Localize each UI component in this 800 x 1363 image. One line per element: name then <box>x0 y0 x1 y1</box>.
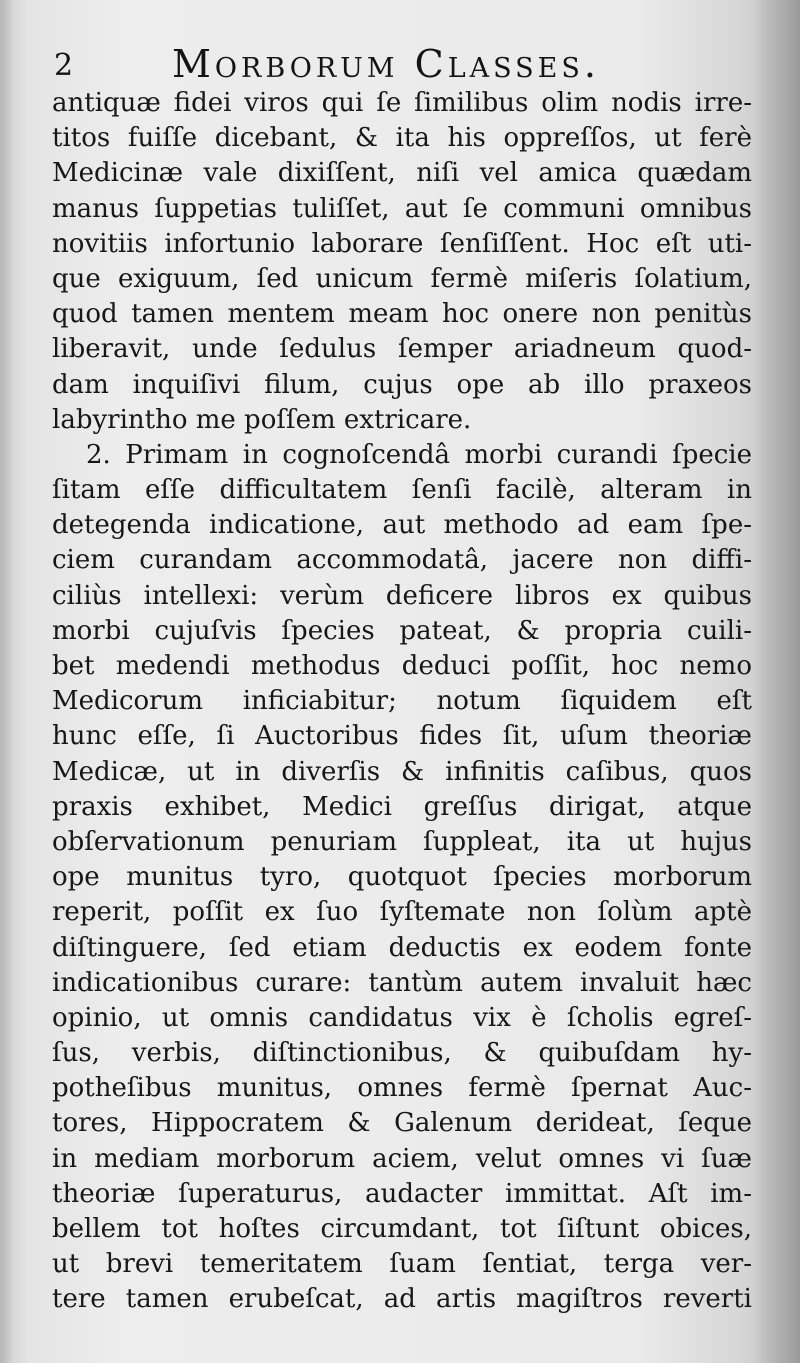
text-line: reperit, poſſit ex ſuo ſyſtemate non ſolùm aptè <box>52 897 752 928</box>
text-line: ciliùs intellexi: verùm deficere libros ex quibus <box>52 580 752 611</box>
text-line: opinio, ut omnis candidatus vix è ſcholis egreſ- <box>52 1002 752 1033</box>
page-header <box>48 40 748 90</box>
text-line: novitiis infortunio laborare ſenſiſſent. Hoc eſt uti- <box>52 228 752 259</box>
page-edge-shadow <box>754 0 800 1363</box>
text-line: potheſibus munitus, omnes fermè ſpernat Auc- <box>52 1073 752 1104</box>
text-line: ciem curandam accommodatâ, jacere non diffi- <box>52 545 752 576</box>
text-line: tores, Hippocratem & Galenum derideat, ſeque <box>52 1108 752 1139</box>
page-number: 2 <box>54 48 74 83</box>
text-line: ſitam eſſe difficultatem ſenſi facilè, alteram in <box>52 475 752 506</box>
text-line: detegenda indicatione, aut methodo ad eam ſpe- <box>52 510 752 541</box>
text-line: que exiguum, ſed unicum fermè miſeris ſolatium, <box>52 263 752 294</box>
text-line: antiquæ fidei viros qui ſe ſimilibus olim nodis irre- <box>52 88 752 118</box>
text-line: ope munitus tyro, quotquot ſpecies morborum <box>52 862 752 893</box>
body-text <box>52 86 752 1318</box>
running-title: Morborum Classes. <box>172 42 600 86</box>
text-line: theoriæ ſuperaturus, audacter immittat. Aſt im- <box>52 1178 752 1209</box>
paragraph-start-line: 2. Primam in cognoſcendâ morbi curandi ſpecie <box>86 439 752 470</box>
text-line: ſus, verbis, diſtinctionibus, & quibuſdam hy- <box>52 1038 752 1069</box>
text-line: Medicæ, ut in diverſis & infinitis caſibus, quos <box>52 756 752 787</box>
text-line: morbi cujuſvis ſpecies pateat, & propria cuili- <box>52 615 752 646</box>
text-line: obſervationum penuriam ſuppleat, ita ut hujus <box>52 826 752 857</box>
text-line: bellem tot hoſtes circumdant, tot ſiſtunt obices, <box>52 1214 752 1244</box>
page-gutter-shadow <box>0 0 14 1363</box>
text-line: tere tamen erubeſcat, ad artis magiſtros reverti <box>52 1284 752 1315</box>
text-line: Medicinæ vale dixiſſent, niſi vel amica quædam <box>52 158 752 189</box>
text-line: manus ſuppetias tuliſſet, aut ſe communi omnibus <box>52 193 752 224</box>
text-line: in mediam morborum aciem, velut omnes vi ſuæ <box>52 1143 752 1174</box>
text-line: indicationibus curare: tantùm autem invaluit hæc <box>52 967 752 998</box>
text-line: ut brevi temeritatem ſuam ſentiat, terga ver- <box>52 1249 752 1280</box>
paragraph-end-line: labyrintho me poſſem extricare. <box>52 404 472 435</box>
text-line: diſtinguere, ſed etiam deductis ex eodem fonte <box>52 932 752 963</box>
text-line: titos fuiſſe dicebant, & ita his oppreſſos, ut ferè <box>52 123 752 154</box>
text-line: dam inquiſivi filum, cujus ope ab illo praxeos <box>52 369 752 400</box>
text-line: hunc eſſe, ſi Auctoribus fides ſit, uſum theoriæ <box>52 721 752 752</box>
text-line: praxis exhibet, Medici greſſus dirigat, atque <box>52 791 752 822</box>
text-line: quod tamen mentem meam hoc onere non penitùs <box>52 299 752 330</box>
text-line: bet medendi methodus deduci poſſit, hoc nemo <box>52 651 752 681</box>
text-line: Medicorum inficiabitur; notum ſiquidem eſt <box>52 686 752 717</box>
text-line: liberavit, unde ſedulus ſemper ariadneum quod- <box>52 334 752 365</box>
